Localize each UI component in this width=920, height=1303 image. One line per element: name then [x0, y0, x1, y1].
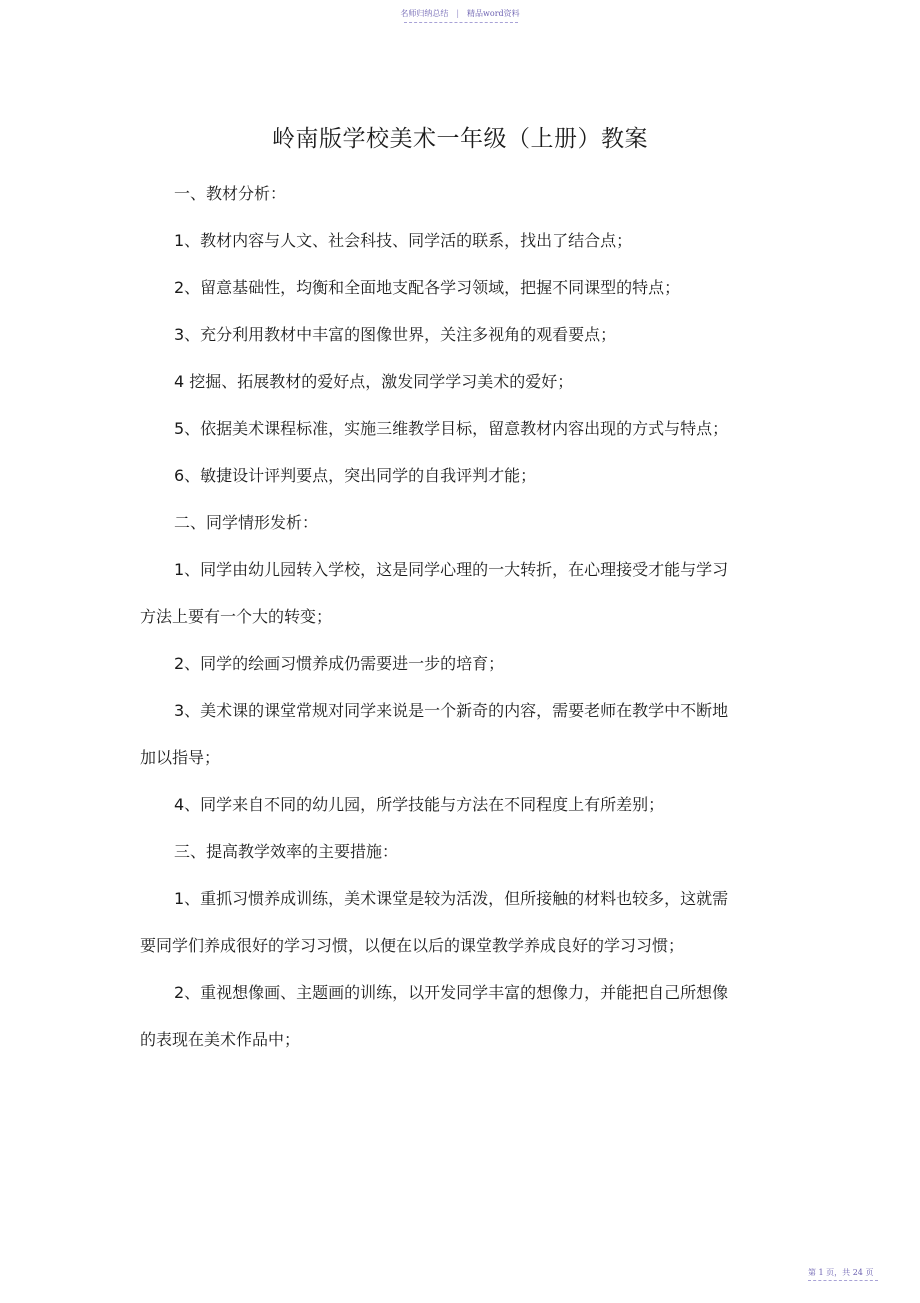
document-body	[140, 170, 742, 1063]
header-right-text: 精品word资料	[467, 9, 520, 18]
section-heading: 一、教材分析：	[174, 184, 287, 203]
paragraph: 5、依据美术课程标准，实施三维教学目标，留意教材内容出现的方式与特点；	[174, 419, 729, 438]
section-heading: 三、提高教学效率的主要措施：	[174, 842, 399, 861]
paragraph: 1、同学由幼儿园转入学校，这是同学心理的一大转折，在心理接受才能与学习方法上要有一个大的转变；	[140, 560, 729, 626]
paragraph: 4、同学来自不同的幼儿园，所学技能与方法在不同程度上有所差别；	[174, 795, 665, 814]
paragraph: 2、同学的绘画习惯养成仍需要进一步的培育；	[174, 654, 505, 673]
page-number: 第 1 页，共 24 页	[808, 1268, 874, 1277]
paragraph: 6、敏捷设计评判要点，突出同学的自我评判才能；	[174, 466, 537, 485]
document-title: 岭南版学校美术一年级（上册）教案	[272, 126, 648, 152]
paragraph: 1、教材内容与人文、社会科技、同学活的联系，找出了结合点；	[174, 231, 633, 250]
section-heading: 二、同学情形发析：	[174, 513, 319, 532]
paragraph: 2、重视想像画、主题画的训练，以开发同学丰富的想像力，并能把自己所想像的表现在美术作品中；	[140, 983, 729, 1049]
header-left-text: 名师归纳总结	[400, 9, 449, 18]
header-separator: |	[456, 9, 460, 18]
paragraph: 1、重抓习惯养成训练，美术课堂是较为活泼，但所接触的材料也较多，这就需要同学们养成很好的学习习惯，以便在以后的课堂教学养成良好的学习习惯；	[140, 889, 729, 955]
paragraph: 4 挖掘、拓展教材的爱好点，激发同学学习美术的爱好；	[174, 372, 574, 391]
paragraph: 3、美术课的课堂常规对同学来说是一个新奇的内容，需要老师在教学中不断地加以指导；	[140, 701, 729, 767]
paragraph: 2、留意基础性，均衡和全面地支配各学习领域，把握不同课型的特点；	[174, 278, 681, 297]
paragraph: 3、充分利用教材中丰富的图像世界，关注多视角的观看要点；	[174, 325, 617, 344]
page-header	[0, 8, 920, 19]
footer-dashed-rule	[808, 1280, 878, 1281]
header-dashed-rule	[404, 22, 518, 23]
